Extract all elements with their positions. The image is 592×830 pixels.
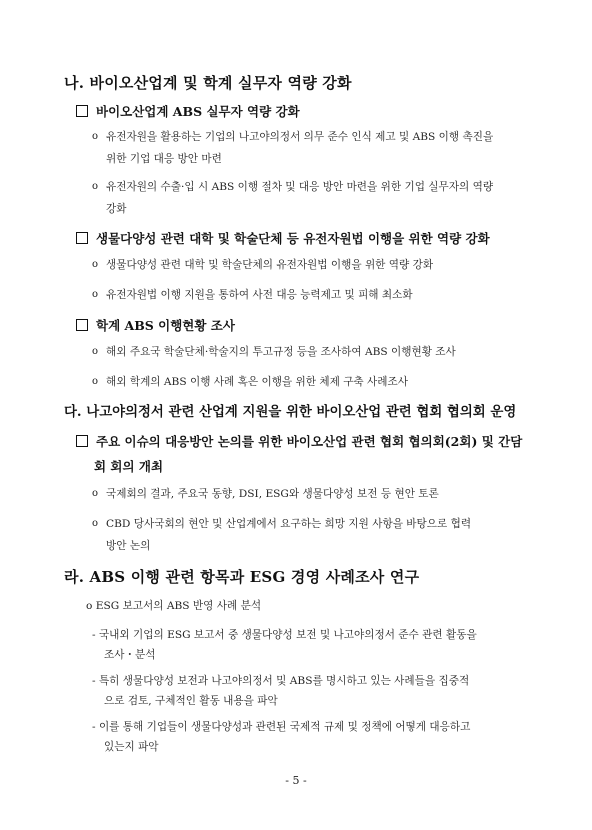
checkbox-square-icon xyxy=(76,435,88,447)
list-item xyxy=(92,254,592,276)
section-heading-na: 나. 바이오산업계 및 학계 실무자 역량 강화 xyxy=(64,74,352,92)
list-item xyxy=(92,176,592,220)
list-item-text: 유전자원의 수출·입 시 ABS 이행 절차 및 대응 방안 마련을 위한 기업 실무자의 역량 xyxy=(106,181,494,193)
dash-item: - 이를 통해 기업들이 생물다양성과 관련된 국제적 규제 및 정책에 어떻게 대응하고 xyxy=(92,721,471,733)
subheading-academia-survey xyxy=(76,316,592,334)
list-item-text-cont: 위한 기업 대응 방안 마련 xyxy=(106,153,222,165)
subheading-council xyxy=(76,432,592,450)
dash-item: - 국내외 기업의 ESG 보고서 중 생물다양성 보전 및 나고야의정서 준수 관련 활동을 xyxy=(92,629,477,641)
list-item xyxy=(92,126,592,170)
checkbox-square-icon xyxy=(76,319,88,331)
list-item-text: 생물다양성 관련 대학 및 학술단체의 유전자원법 이행을 위한 역량 강화 xyxy=(106,259,434,271)
list-item-text: 유전자원을 활용하는 기업의 나고야의정서 의무 준수 인식 제고 및 ABS 이행 촉진을 xyxy=(106,131,494,143)
subheading-text: 학계 ABS 이행현황 조사 xyxy=(96,318,235,333)
bullet-icon: o xyxy=(92,181,99,192)
list-item xyxy=(92,341,592,363)
bullet-icon: o xyxy=(92,259,99,270)
list-item xyxy=(92,513,592,557)
list-item-text: CBD 당사국회의 현안 및 산업계에서 요구하는 희망 지원 사항을 바탕으로 협력 xyxy=(106,518,472,530)
subheading-industry-capacity xyxy=(76,102,592,120)
checkbox-square-icon xyxy=(76,232,88,244)
subheading-text-cont: 회 회의 개최 xyxy=(94,459,164,474)
list-item-text: 유전자원법 이행 지원을 통하여 사전 대응 능력제고 및 피해 최소화 xyxy=(106,289,413,301)
bullet-icon: o xyxy=(92,488,99,499)
list-item-text: 해외 주요국 학술단체·학술지의 투고규정 등을 조사하여 ABS 이행현황 조사 xyxy=(106,346,456,358)
dash-item-cont: 있는지 파악 xyxy=(104,741,159,753)
list-item xyxy=(92,284,592,306)
bullet-icon: o xyxy=(92,289,99,300)
bullet-icon: o xyxy=(92,346,99,357)
section-heading-da: 다. 나고야의정서 관련 산업계 지원을 위한 바이오산업 관련 협회 협의회 운영 xyxy=(64,404,517,420)
list-item-text: 해외 학계의 ABS 이행 사례 혹은 이행을 위한 체제 구축 사례조사 xyxy=(106,376,408,388)
page-number: - 5 - xyxy=(285,774,307,787)
bullet-icon: o xyxy=(92,131,99,142)
subheading-text: 바이오산업계 ABS 실무자 역량 강화 xyxy=(96,104,300,119)
bullet-icon: o xyxy=(92,376,99,387)
bullet-icon: o xyxy=(92,518,99,529)
list-item xyxy=(92,483,592,505)
checkbox-square-icon xyxy=(76,105,88,117)
list-item-text-cont: 방안 논의 xyxy=(106,540,151,552)
section-heading-ra: 라. ABS 이행 관련 항목과 ESG 경영 사례조사 연구 xyxy=(64,568,420,586)
list-item-text-cont: 강화 xyxy=(106,203,127,215)
dash-item-cont: 으로 검토, 구체적인 활동 내용을 파악 xyxy=(104,695,278,707)
subheading-text: 주요 이슈의 대응방안 논의를 위한 바이오산업 관련 협회 협의회(2회) 및 간담 xyxy=(96,434,523,449)
dash-item: - 특히 생물다양성 보전과 나고야의정서 및 ABS를 명시하고 있는 사례들을 집중적 xyxy=(92,675,470,687)
list-item-text: 국제회의 결과, 주요국 동향, DSI, ESG와 생물다양성 보전 등 현안 토론 xyxy=(106,488,439,500)
list-item-esg: o ESG 보고서의 ABS 반영 사례 분석 xyxy=(86,600,262,612)
subheading-text: 생물다양성 관련 대학 및 학술단체 등 유전자원법 이행을 위한 역량 강화 xyxy=(96,231,490,246)
subheading-academia-capacity xyxy=(76,229,592,247)
dash-item-cont: 조사・분석 xyxy=(104,649,156,661)
list-item xyxy=(92,371,592,393)
